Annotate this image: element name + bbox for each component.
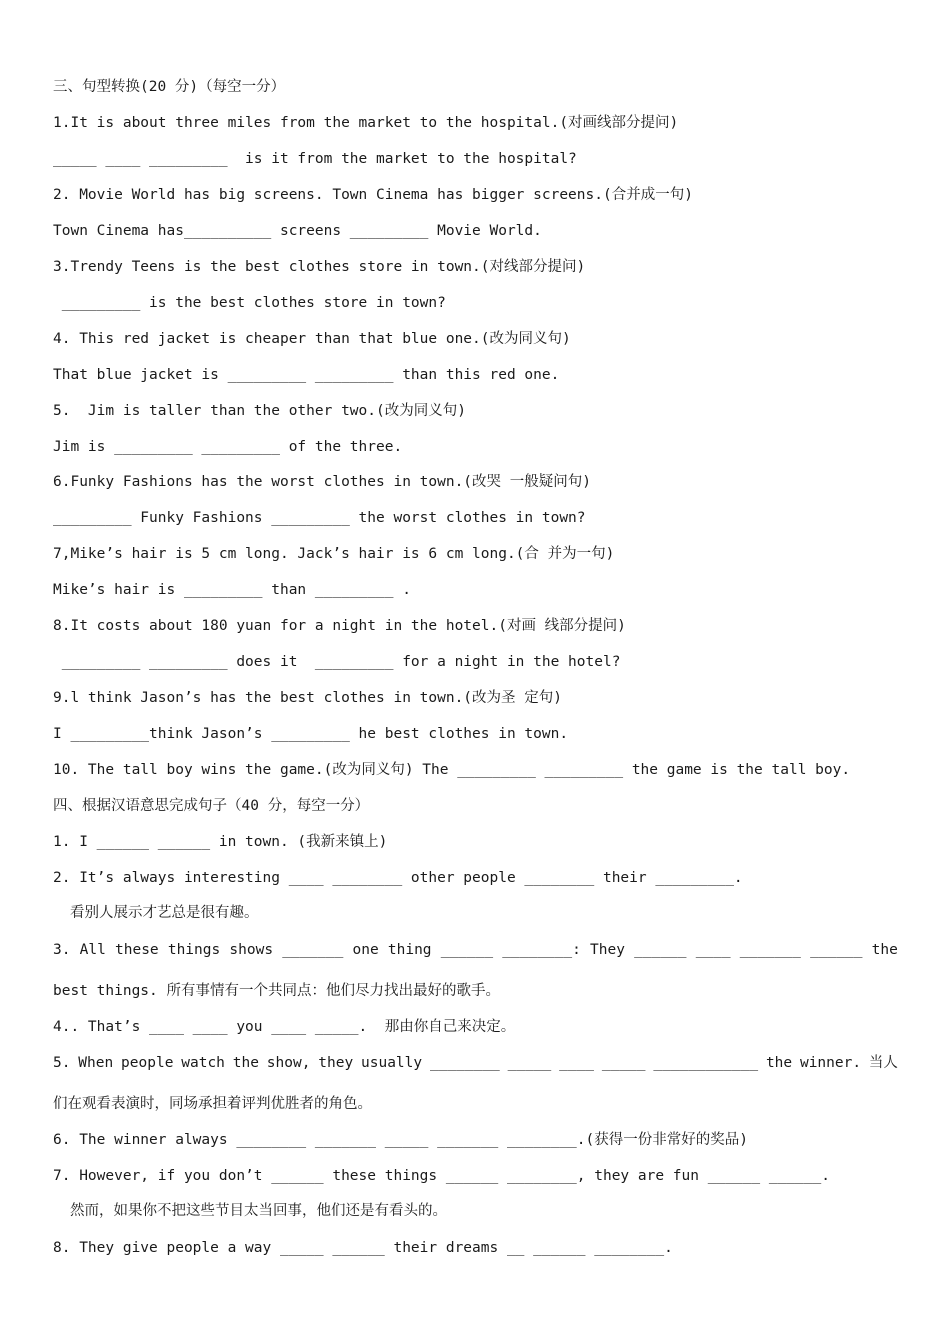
q5-word: watch bbox=[181, 1055, 225, 1071]
q3-word: these bbox=[115, 942, 159, 958]
s3-line-18: I _________think Jason’s _________ he best clothes in town. bbox=[53, 726, 569, 742]
s4-q1: 1. I ______ ______ in town. (我新来镇上) bbox=[53, 834, 388, 850]
section-3-heading: 三、句型转换(20 分)（每空一分） bbox=[53, 79, 286, 95]
q3-word: ____ bbox=[695, 942, 731, 958]
q3-word: thing bbox=[387, 942, 432, 958]
s3-line-17: 9.l think Jason’s has the best clothes in town.(改为圣 定句) bbox=[53, 690, 562, 706]
q3-word: ________: bbox=[502, 942, 581, 958]
s3-line-12: _________ Funky Fashions _________ the worst clothes in town? bbox=[53, 510, 586, 526]
q3-word: _______ bbox=[739, 942, 801, 958]
s4-q3 bbox=[53, 940, 898, 960]
s3-line-10: Jim is _________ _________ of the three. bbox=[53, 439, 403, 455]
s3-line-9: 5. Jim is taller than the other two.(改为同义句) bbox=[53, 403, 466, 419]
q3-word: one bbox=[352, 942, 379, 958]
q3-word: shows bbox=[229, 942, 274, 958]
s4-q2: 2. It’s always interesting ____ ________ other people ________ their _________. bbox=[53, 870, 743, 886]
q5-word: When bbox=[78, 1055, 114, 1071]
q3-word: ______ bbox=[634, 942, 687, 958]
q5-word: ____________ bbox=[653, 1055, 759, 1071]
s3-line-7: 4. This red jacket is cheaper than that blue one.(改为同义句) bbox=[53, 331, 571, 347]
q5-word: winner. bbox=[799, 1055, 862, 1071]
s3-line-14: Mike’s hair is _________ than _________ . bbox=[53, 582, 411, 598]
q3-word: the bbox=[871, 942, 898, 958]
q3-word: _______ bbox=[282, 942, 344, 958]
q5-word: _____ bbox=[601, 1055, 646, 1071]
s3-line-11: 6.Funky Fashions has the worst clothes in town.(改哭 一般疑问句) bbox=[53, 474, 591, 490]
s3-line-2: _____ ____ _________ is it from the market to the hospital? bbox=[53, 151, 577, 167]
s3-line-3: 2. Movie World has big screens. Town Cinema has bigger screens.(合并成一句) bbox=[53, 187, 693, 203]
s3-line-15: 8.It costs about 180 yuan for a night in the hotel.(对画 线部分提问) bbox=[53, 618, 626, 634]
s4-q8: 8. They give people a way _____ ______ their dreams __ ______ ________. bbox=[53, 1240, 673, 1256]
s4-q7: 7. However, if you don’t ______ these things ______ ________, they are fun ______ ______. bbox=[53, 1168, 830, 1184]
q3-word: They bbox=[590, 942, 625, 958]
s3-line-4: Town Cinema has__________ screens _________ Movie World. bbox=[53, 223, 542, 239]
s4-q4: 4.. That’s ____ ____ you ____ _____. 那由你自己来决定。 bbox=[53, 1019, 516, 1035]
q5-word: the bbox=[765, 1055, 793, 1071]
s3-line-16: _________ _________ does it _________ for a night in the hotel? bbox=[53, 654, 621, 670]
s4-q7-translation: 然而，如果你不把这些节目太当回事，他们还是有看头的。 bbox=[70, 1203, 447, 1219]
s3-line-19: 10. The tall boy wins the game.(改为同义句) The _________ _________ the game is the tall boy. bbox=[53, 762, 851, 778]
q5-word: 5. bbox=[53, 1055, 71, 1071]
s4-q6: 6. The winner always ________ _______ _____ _______ ________.(获得一份非常好的奖品) bbox=[53, 1132, 748, 1148]
q5-word: _____ bbox=[507, 1055, 552, 1071]
s3-line-5: 3.Trendy Teens is the best clothes store in town.(对线部分提问) bbox=[53, 259, 586, 275]
s4-q5 bbox=[53, 1053, 898, 1073]
s4-q2-translation: 看别人展示才艺总是很有趣。 bbox=[70, 905, 259, 921]
q5-word: they bbox=[318, 1055, 354, 1071]
q5-word: the bbox=[232, 1055, 259, 1071]
s3-line-1: 1.It is about three miles from the market to the hospital.(对画线部分提问) bbox=[53, 115, 679, 131]
q3-word: ______ bbox=[440, 942, 494, 958]
s4-q5-continuation: 们在观看表演时，同场承担着评判优胜者的角色。 bbox=[53, 1096, 372, 1112]
q3-word: ______ bbox=[810, 942, 863, 958]
q3-word: All bbox=[79, 942, 106, 958]
s3-line-6: _________ is the best clothes store in town? bbox=[53, 295, 446, 311]
section-4-heading: 四、根据汉语意思完成句子（40 分，每空一分） bbox=[53, 798, 370, 814]
q5-word: show, bbox=[266, 1055, 311, 1071]
q5-word: usually bbox=[361, 1055, 423, 1071]
q5-word: ________ bbox=[429, 1055, 500, 1071]
q5-word: 当人 bbox=[868, 1055, 898, 1071]
s3-line-8: That blue jacket is _________ _________ than this red one. bbox=[53, 367, 560, 383]
s3-line-13: 7,Mike’s hair is 5 cm long. Jack’s hair is 6 cm long.(合 并为一句) bbox=[53, 546, 615, 562]
s4-q3-continuation: best things. 所有事情有一个共同点：他们尽力找出最好的歌手。 bbox=[53, 983, 500, 999]
q3-word: 3. bbox=[53, 942, 71, 958]
q5-word: ____ bbox=[559, 1055, 595, 1071]
q5-word: people bbox=[121, 1055, 174, 1071]
q3-word: things bbox=[167, 942, 221, 958]
